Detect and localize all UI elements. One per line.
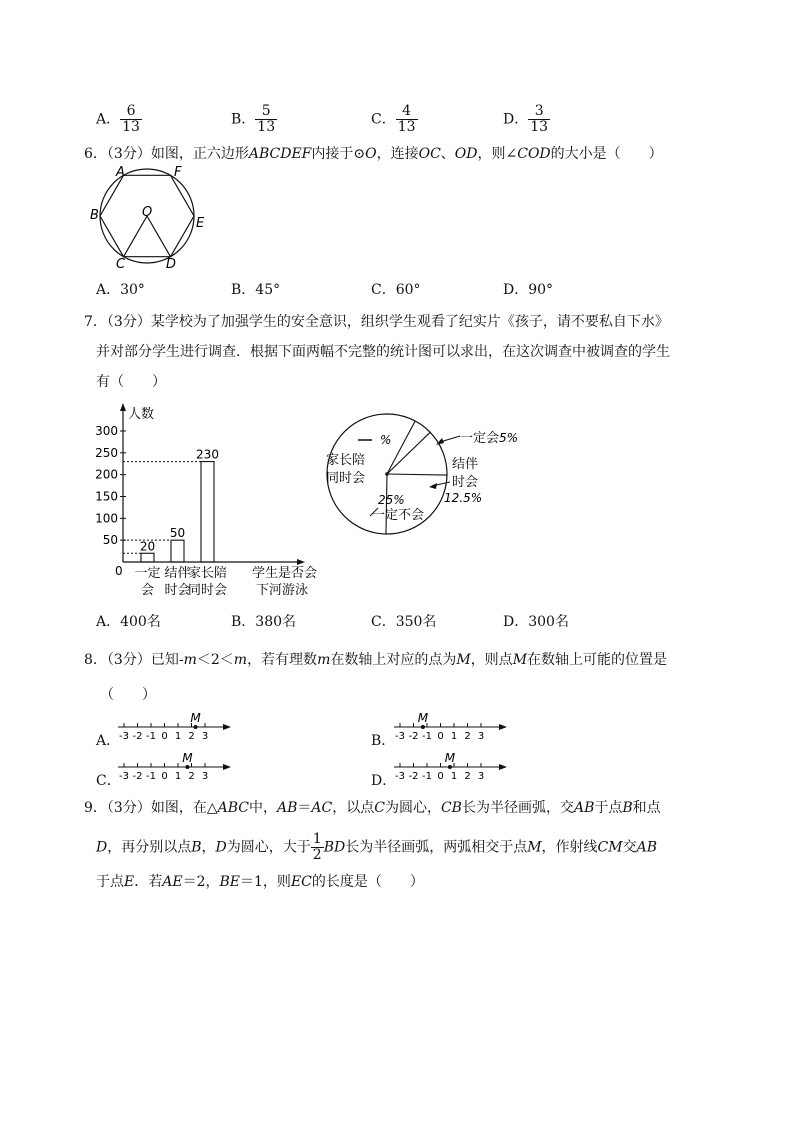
number-line-d[interactable] bbox=[394, 750, 514, 786]
number-line-tick-label: -3 bbox=[119, 771, 129, 782]
category-label-line1: 一定 bbox=[134, 566, 161, 581]
label-a: A bbox=[116, 165, 125, 180]
q6-option-c[interactable]: C．60° bbox=[371, 282, 421, 298]
pie-label-definitely-percent: 5% bbox=[499, 431, 519, 445]
y-axis-label: 人数 bbox=[128, 407, 155, 422]
number-line-tick-label: -2 bbox=[132, 731, 143, 742]
q7-option-b[interactable]: B．380名 bbox=[231, 614, 297, 630]
point-m bbox=[194, 725, 198, 729]
q6-option-b[interactable]: B．45° bbox=[231, 282, 281, 298]
bars bbox=[123, 448, 227, 598]
pie-label-parent-line2: 同时会 bbox=[326, 471, 366, 486]
number-line-tick-label: 3 bbox=[477, 731, 485, 742]
category-label-line1: 结伴 bbox=[164, 566, 191, 581]
pie-slice bbox=[387, 421, 415, 474]
pie-chart bbox=[310, 412, 520, 542]
q8-stem-line1: 8．（3分）已知-m＜2＜m，若有理数m在数轴上对应的点为M，则点M在数轴上可能的位置是 bbox=[84, 652, 668, 668]
bar-value-label: 230 bbox=[196, 447, 219, 462]
point-m bbox=[421, 725, 425, 729]
number-line-tick-label: 0 bbox=[437, 731, 444, 742]
number-line-tick-label: 3 bbox=[201, 731, 209, 742]
number-line-tick-label: -3 bbox=[119, 731, 129, 742]
number-line-tick-label: 2 bbox=[464, 731, 471, 742]
point-m bbox=[185, 765, 189, 769]
fraction: $\frac{4}{13}$ bbox=[397, 103, 416, 135]
bar-value-label: 50 bbox=[169, 526, 186, 541]
x-axis-label-line1: 学生是否会 bbox=[252, 566, 318, 581]
number-line-tick-label: 1 bbox=[174, 731, 182, 742]
fraction: $\frac{6}{13}$ bbox=[122, 103, 140, 135]
pie-label-together-percent: 12.5% bbox=[444, 491, 483, 505]
segment-od bbox=[147, 216, 171, 257]
number-line-tick-label: 2 bbox=[464, 771, 471, 782]
number-line-tick-label: 3 bbox=[201, 771, 209, 782]
bar bbox=[171, 540, 184, 562]
number-line-tick-label: 2 bbox=[188, 771, 195, 782]
point-m-label: M bbox=[417, 711, 429, 725]
bar-chart bbox=[90, 400, 340, 600]
x-axis-arrow bbox=[297, 559, 305, 565]
category-label-line1: 家长陪 bbox=[187, 566, 228, 581]
y-tick-label: 250 bbox=[95, 445, 118, 460]
pie-label-parent-line1: 家长陪 bbox=[326, 453, 366, 468]
x-axis-label-line2: 下河游泳 bbox=[256, 583, 309, 598]
category-label-line2: 时会 bbox=[164, 583, 191, 598]
y-tick-label: 300 bbox=[95, 424, 118, 438]
q8-option-b-letter[interactable]: B． bbox=[371, 733, 396, 749]
number-line-arrow bbox=[223, 724, 231, 730]
fraction-one-half: $\frac{1}{2}$ bbox=[312, 831, 322, 863]
q7-option-d[interactable]: D．300名 bbox=[503, 614, 569, 630]
number-line-b[interactable] bbox=[394, 710, 514, 746]
bar bbox=[201, 462, 214, 562]
point-m-label: M bbox=[182, 751, 193, 765]
origin-label: 0 bbox=[115, 564, 123, 578]
q5-option-c[interactable]: C． $\frac{4}{13}$ bbox=[371, 103, 416, 135]
number-line-tick-label: -1 bbox=[146, 771, 156, 782]
number-line-tick-label: -2 bbox=[132, 771, 143, 782]
number-line-arrow bbox=[499, 764, 507, 770]
q8-option-a-letter[interactable]: A． bbox=[96, 733, 121, 749]
number-line-tick-label: -3 bbox=[395, 731, 405, 742]
number-line-tick-label: -1 bbox=[422, 731, 432, 742]
point-m-label: M bbox=[444, 751, 456, 765]
label-o: O bbox=[142, 205, 153, 220]
q7-stem-line1: 7．（3分）某学校为了加强学生的安全意识，组织学生观看了纪实片《孩子，请不要私自下水》 bbox=[84, 314, 669, 330]
label-f: F bbox=[174, 165, 182, 180]
number-line-tick-label: -3 bbox=[395, 771, 405, 782]
number-line-tick-label: -1 bbox=[422, 771, 432, 782]
y-axis-arrow bbox=[120, 403, 126, 411]
category-label-line2: 同时会 bbox=[187, 583, 228, 598]
y-tick-label: 150 bbox=[95, 489, 118, 504]
q7-stem-line3: 有（ ） bbox=[96, 374, 166, 390]
y-ticks bbox=[95, 424, 126, 547]
q5-option-a[interactable]: A． $\frac{6}{13}$ bbox=[96, 103, 140, 135]
y-tick-label: 200 bbox=[95, 467, 118, 482]
number-line-tick-label: -2 bbox=[408, 771, 419, 782]
q6-option-d[interactable]: D．90° bbox=[503, 282, 554, 298]
q8-option-d-letter[interactable]: D． bbox=[371, 773, 397, 789]
label-e: E bbox=[196, 216, 205, 231]
pie-center bbox=[385, 472, 389, 476]
label-c: C bbox=[116, 257, 126, 272]
pie-label-together-line2: 时会 bbox=[452, 475, 479, 490]
number-line-tick-label: 3 bbox=[477, 771, 485, 782]
pie-label-definitely: 一定会 bbox=[460, 431, 500, 446]
q8-stem-line2: （ ） bbox=[100, 687, 156, 703]
segment-oc bbox=[124, 216, 148, 257]
q7-option-c[interactable]: C．350名 bbox=[371, 614, 437, 630]
fraction: $\frac{5}{13}$ bbox=[257, 103, 276, 135]
q6-stem: 6．（3分）如图，正六边形ABCDEF内接于⊙O，连接OC、OD，则∠COD的大小是（ ） bbox=[84, 146, 663, 162]
number-line-c[interactable] bbox=[118, 750, 238, 786]
pie-label-together-line1: 结伴 bbox=[452, 457, 479, 472]
number-line-tick-label: 1 bbox=[450, 731, 458, 742]
bar bbox=[141, 553, 154, 562]
pie-label-parent-percent: % bbox=[380, 433, 392, 447]
label-d: D bbox=[166, 257, 177, 272]
number-line-tick-label: 0 bbox=[437, 771, 444, 782]
q9-stem-line1: 9．（3分）如图，在△ABC中，AB＝AC，以点C为圆心，CB长为半径画弧，交AB于点B和点 bbox=[84, 800, 661, 816]
point-m-label: M bbox=[190, 711, 201, 725]
q5-option-d[interactable]: D． $\frac{3}{13}$ bbox=[503, 103, 549, 135]
label-b: B bbox=[90, 208, 99, 223]
number-line-arrow bbox=[499, 724, 507, 730]
number-line-tick-label: -2 bbox=[408, 731, 419, 742]
number-line-tick-label: 2 bbox=[188, 731, 195, 742]
number-line-tick-label: 0 bbox=[161, 731, 168, 742]
q8-option-c-letter[interactable]: C． bbox=[96, 773, 121, 789]
number-line-arrow bbox=[223, 764, 231, 770]
q7-option-a[interactable]: A．400名 bbox=[96, 614, 161, 630]
category-label-line2: 会 bbox=[140, 583, 155, 598]
pie-slice bbox=[387, 474, 447, 475]
number-line-a[interactable] bbox=[118, 710, 238, 746]
y-tick-label: 50 bbox=[102, 533, 118, 548]
pie-label-never: 一定不会 bbox=[372, 508, 425, 523]
number-line-tick-label: 0 bbox=[161, 771, 168, 782]
point-m bbox=[448, 765, 452, 769]
number-line-tick-label: -1 bbox=[146, 731, 156, 742]
pie-label-never-percent: 25% bbox=[378, 493, 405, 507]
bar-value-label: 20 bbox=[139, 539, 156, 554]
q9-stem-line3: 于点E．若AE＝2，BE＝1，则EC的长度是（ ） bbox=[96, 874, 424, 890]
y-tick-label: 100 bbox=[95, 511, 118, 526]
q9-stem-line2: D，再分别以点B，D为圆心，大于 $\frac{1}{2}$ BD长为半径画弧，两弧相交于点M，作射线CM交AB bbox=[96, 831, 657, 863]
leader-arrow bbox=[429, 483, 437, 489]
number-line-tick-label: 1 bbox=[450, 771, 458, 782]
hexagon-figure bbox=[92, 164, 222, 270]
q6-option-a[interactable]: A．30° bbox=[96, 282, 145, 298]
q7-stem-line2: 并对部分学生进行调查．根据下面两幅不完整的统计图可以求出，在这次调查中被调查的学生 bbox=[96, 344, 670, 360]
fraction: $\frac{3}{13}$ bbox=[530, 103, 549, 135]
pie-slice bbox=[387, 432, 430, 474]
number-line-tick-label: 1 bbox=[174, 771, 182, 782]
q5-option-b[interactable]: B． $\frac{5}{13}$ bbox=[231, 103, 276, 135]
